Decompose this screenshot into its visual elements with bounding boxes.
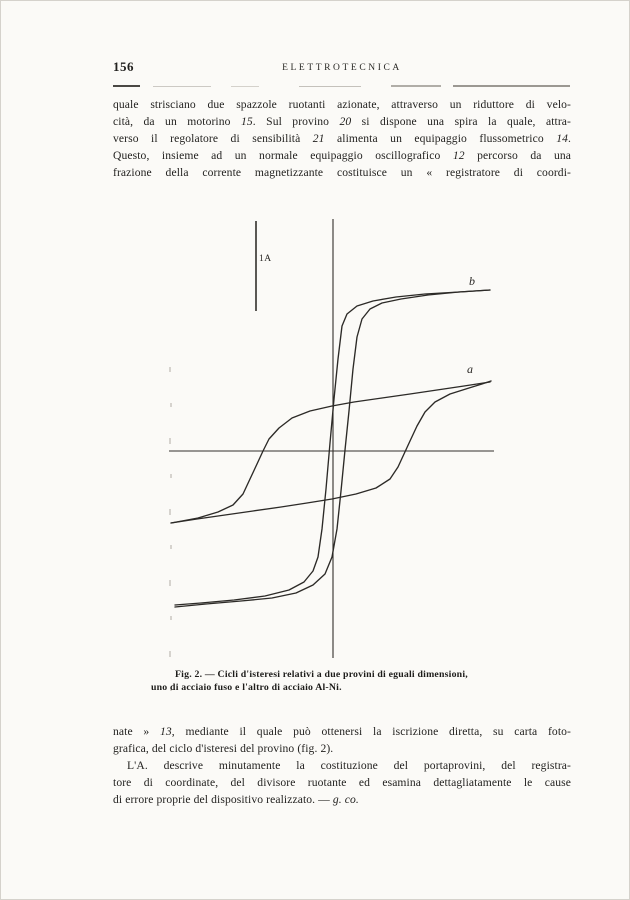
- curve-label-b: b: [469, 274, 475, 288]
- text-line: quale strisciano due spazzole ruotanti azionate, attraverso un riduttore di velo-: [113, 98, 571, 111]
- text-line: frazione della corrente magnetizzante costituisce un « registratore di coordi-: [113, 166, 571, 179]
- text-line: cità, da un motorino 15. Sul provino 20 si dispone una spira la quale, attra-: [113, 115, 572, 128]
- figure-caption-line1: Fig. 2. — Cicli d'isteresi relativi a due provini di eguali dimensioni,: [175, 669, 468, 680]
- text-line: verso il regolatore di sensibilità 21 alimenta un equipaggio flussometrico 14.: [113, 132, 571, 145]
- journal-title: ELETTROTECNICA: [282, 63, 402, 73]
- figure-caption: [151, 669, 525, 694]
- page-number: 156: [113, 59, 134, 74]
- text-line: grafica, del ciclo d'isteresi del provino (fig. 2).: [113, 742, 334, 755]
- text-line: tore di coordinate, del divisore ruotante ed esamina dettagliatamente le cause: [113, 776, 571, 789]
- curve-a-descending: [171, 382, 490, 523]
- text-line: L'A. descrive minutamente la costituzione del portaprovini, del registra-: [127, 759, 571, 772]
- figure-caption-line2: uno di acciaio fuso e l'altro di acciaio Al-Ni.: [151, 681, 342, 693]
- curve-a-ascending: [171, 381, 491, 523]
- text-line: nate » 13, mediante il quale può ottenersi la iscrizione diretta, su carta foto-: [113, 725, 571, 738]
- curve-label-a: a: [467, 362, 473, 376]
- scan-noise-marks: [170, 367, 171, 691]
- text-line: di errore proprie del dispositivo realizzato. — g. co.: [113, 793, 359, 806]
- scale-bar-label: 1A: [259, 254, 272, 264]
- text-line: Questo, insieme ad un normale equipaggio oscillografico 12 percorso da una: [113, 149, 571, 162]
- paragraph-bottom: [113, 723, 571, 808]
